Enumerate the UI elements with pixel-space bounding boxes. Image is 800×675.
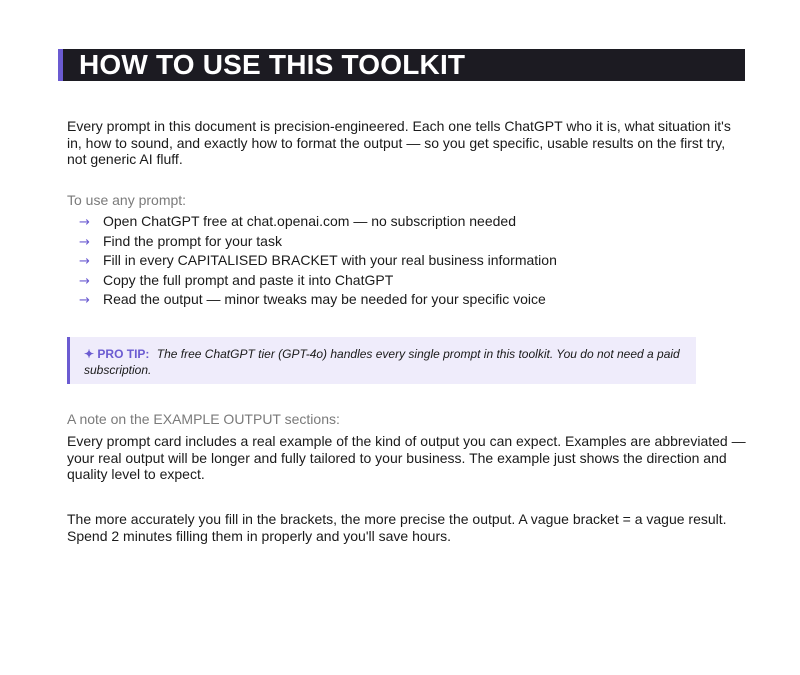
arrow-right-icon: →	[79, 293, 90, 309]
step-text: Open ChatGPT free at chat.openai.com — no subscription needed	[103, 213, 516, 229]
intro-paragraph: Every prompt in this document is precision-engineered. Each one tells ChatGPT who it is, what situation it's in, how to sound, and exactly how to format the output — so you get specific, usable results on the first try, not generic AI fluff.	[67, 118, 731, 167]
closing-paragraph: The more accurately you fill in the brackets, the more precise the output. A vague bracket = a vague result. Spend 2 minutes filling them in properly and you'll save hours.	[67, 511, 727, 544]
step-text: Find the prompt for your task	[103, 232, 282, 249]
list-item	[79, 232, 557, 252]
pro-tip-text: The free ChatGPT tier (GPT-4o) handles every single prompt in this toolkit. You do not need a paid subscription.	[84, 347, 680, 377]
list-item	[79, 212, 557, 232]
list-item	[79, 251, 557, 271]
step-text: Fill in every CAPITALISED BRACKET with your real business information	[103, 252, 557, 269]
page-title: HOW TO USE THIS TOOLKIT	[79, 49, 466, 80]
step-text: Copy the full prompt and paste it into ChatGPT	[103, 271, 394, 288]
usage-heading: To use any prompt:	[67, 192, 187, 208]
sparkle-icon: ✦	[84, 347, 95, 361]
list-item	[79, 290, 557, 310]
step-text: Read the output — minor tweaks may be needed for your specific voice	[103, 291, 546, 308]
list-item	[79, 271, 557, 291]
usage-steps-list	[79, 212, 557, 310]
pro-tip-label: PRO TIP:	[97, 347, 150, 361]
arrow-right-icon: →	[79, 254, 90, 270]
arrow-right-icon: →	[79, 215, 90, 230]
section-title-bar	[58, 49, 745, 81]
arrow-right-icon: →	[79, 273, 90, 289]
note-heading: A note on the EXAMPLE OUTPUT sections:	[67, 411, 340, 427]
note-paragraph: Every prompt card includes a real example of the kind of output you can expect. Examples are abbreviated — your real output will be longer and fully tailored to your business. The example just shows the direction and quality level to expect.	[67, 433, 746, 482]
arrow-right-icon: →	[79, 234, 90, 250]
pro-tip-callout	[67, 337, 696, 384]
